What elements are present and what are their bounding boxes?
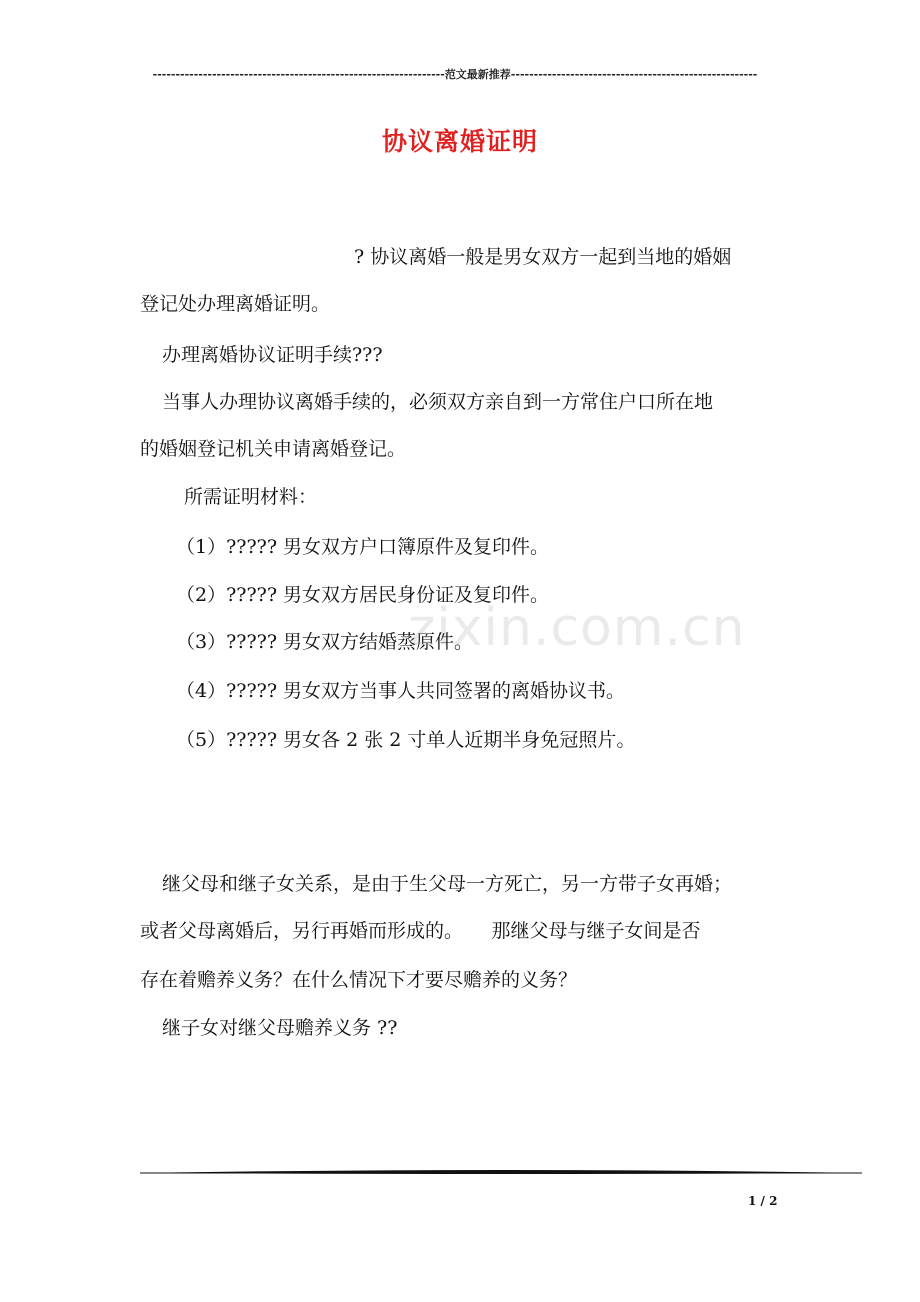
paragraph-line: 所需证明材料： xyxy=(184,486,318,508)
paragraph-line: 当事人办理协议离婚手续的，必须双方亲自到一方常住户口所在地 xyxy=(162,391,714,413)
paragraph-line: 的婚姻登记机关申请离婚登记。 xyxy=(140,438,407,460)
paragraph-line: 继父母和继子女关系，是由于生父母一方死亡，另一方带子女再婚； xyxy=(162,873,733,895)
paragraph-line: 或者父母离婚后，另行再婚而形成的。 那继父母与继子女间是否 xyxy=(140,920,701,942)
list-item: （3）????? 男女双方结婚蒸原件。 xyxy=(176,631,474,653)
footer-divider xyxy=(140,1168,862,1176)
list-item: （5）????? 男女各 2 张 2 寸单人近期半身免冠照片。 xyxy=(176,729,636,751)
paragraph-line: 继子女对继父母赡养义务 ?? xyxy=(162,1017,398,1039)
paragraph-line: 登记处办理离婚证明。 xyxy=(140,293,331,315)
list-item: （1）????? 男女双方户口簿原件及复印件。 xyxy=(176,536,550,558)
page-header: ----------------------------------------------------------------范文最新推荐------------------------------------------------------ xyxy=(152,68,758,81)
list-item: （2）????? 男女双方居民身份证及复印件。 xyxy=(176,584,550,606)
watermark: zixin.com.cn xyxy=(408,598,746,658)
document-title: 协议离婚证明 xyxy=(381,127,538,156)
page-number: 1 / 2 xyxy=(748,1194,778,1208)
paragraph-line: 办理离婚协议证明手续??? xyxy=(162,344,383,366)
paragraph-line: 存在着赡养义务？在什么情况下才要尽赡养的义务？ xyxy=(140,969,578,991)
paragraph-line: ? 协议离婚一般是男女双方一起到当地的婚姻 xyxy=(354,246,732,268)
list-item: （4）????? 男女双方当事人共同签署的离婚协议书。 xyxy=(176,680,626,702)
